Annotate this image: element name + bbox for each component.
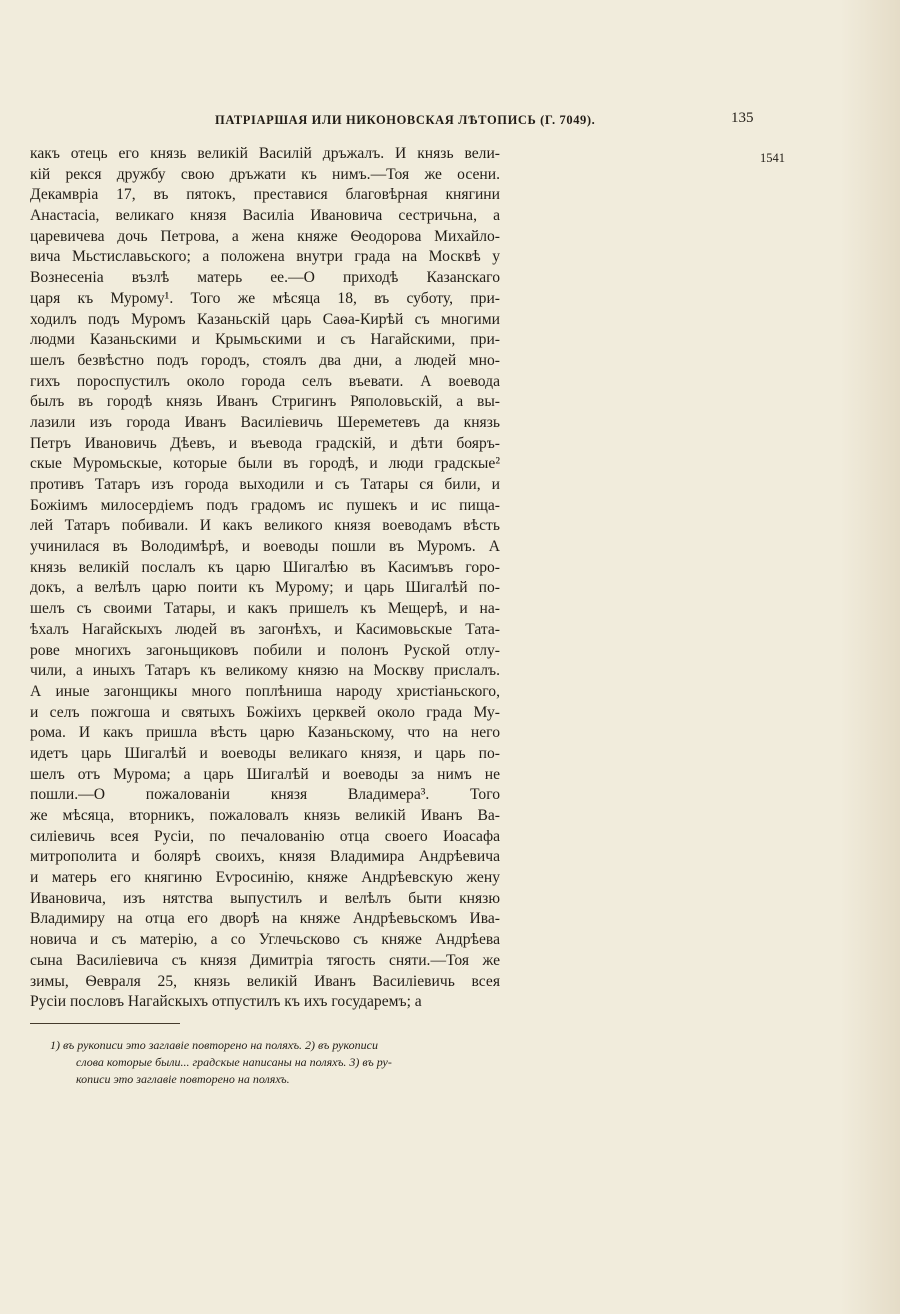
body-line: лазили изъ города Иванъ Василіевичь Шереметевъ да князь	[30, 413, 500, 431]
body-line: Ивановича, изъ нятства выпустилъ и велѣлъ быти князю	[30, 889, 500, 907]
body-line: А иные загонщикы много поплѣниша народу христіаньского,	[30, 682, 500, 700]
body-line: кій рекся дружбу свою дръжати къ нимъ.—Тоя же осени.	[30, 165, 500, 183]
body-line: былъ въ городѣ князь Иванъ Стригинъ Ряполовьскій, а вы-	[30, 393, 500, 411]
body-line: Петръ Ивановичь Дѣевъ, и въевода градскій, и дѣти бояръ-	[30, 434, 500, 452]
body-line: гихъ пороспустилъ около города селъ въевати. А воевода	[30, 372, 500, 390]
body-line: рове многихъ загоньщиковъ побили и полонъ Руской отлу-	[30, 641, 500, 659]
body-line: рома. И какъ пришла вѣсть царю Казаньскому, что на него	[30, 724, 500, 742]
body-line: сына Василіевича съ князя Димитріа тягость сняти.—Тоя же	[30, 951, 500, 969]
body-line: Русіи пословъ Нагайскыхъ отпустилъ къ ихъ государемъ; а	[30, 993, 422, 1011]
body-line: Владимиру на отца его дворѣ на княже Андрѣевьскомъ Ива-	[30, 910, 500, 928]
body-line: Декамвріа 17, въ пятокъ, преставися благовѣрная княгини	[30, 186, 500, 204]
body-line: учинилася въ Володимѣрѣ, и воеводы пошли въ Муромъ. А	[30, 538, 500, 556]
body-line: шелъ отъ Мурома; а царь Шигалѣй и воеводы за нимъ не	[30, 765, 500, 783]
body-line: и матерь его княгиню Еѵросинію, княже Андрѣевскую жену	[30, 869, 500, 887]
body-line: противъ Татаръ изъ города выходили и съ Татары ся били, и	[30, 476, 500, 493]
footnote-divider	[30, 1023, 180, 1024]
body-line: ѣхалъ Нагайскыхъ людей въ загонѣхъ, и Касимовьскые Тата-	[30, 620, 500, 638]
footnote-line: 1) въ рукописи это заглавіе повторено на поляхъ. 2) въ рукописи	[50, 1038, 378, 1052]
body-line: шелъ съ своими Татары, и какъ пришелъ къ Мещерѣ, и на-	[30, 600, 500, 618]
footnote-line: кописи это заглавіе повторено на поляхъ.	[76, 1072, 290, 1086]
body-line: Анастасіа, великаго князя Василіа Ивановича сестричьна, а	[30, 207, 500, 225]
page-edge-shading	[840, 0, 900, 1314]
body-line: силіевичь всея Русіи, по печалованію отца своего Иоасафа	[30, 827, 500, 845]
body-line: Божіимъ милосердіемъ подъ градомъ ис пушекъ и ис пища-	[30, 496, 500, 514]
body-line: царевичева дочь Петрова, а жена княже Ѳеодорова Михайло-	[30, 227, 500, 245]
body-line: людми Казаньскими и Крымьскими и съ Нагайскими, при-	[30, 331, 500, 349]
footnote-line: слова которые были... градскые написаны на поляхъ. 3) въ ру-	[76, 1055, 392, 1069]
body-line: ходилъ подъ Муромъ Казаньскій царь Саѳа-Кирѣй съ многими	[30, 310, 500, 328]
body-line: и селъ пожгоша и святыхъ Божіихъ церквей около града Му-	[30, 703, 500, 721]
body-line: зимы, Ѳевраля 25, князь великій Иванъ Василіевичь всея	[30, 972, 500, 990]
body-line: лей Татаръ побивали. И какъ великого князя воеводамъ вѣсть	[30, 517, 500, 535]
body-line: скые Муромьскые, которые были въ городѣ, и люди градскые²	[30, 455, 500, 473]
body-line: царя къ Мурому¹. Того же мѣсяца 18, въ суботу, при-	[30, 289, 500, 307]
body-line: идетъ царь Шигалѣй и воеводы великаго князя, и царь по-	[30, 744, 500, 762]
body-line: новича и съ матерію, а со Углечьсково съ княже Андрѣева	[30, 931, 500, 949]
body-text	[30, 144, 500, 1013]
body-line: же мѣсяца, вторникъ, пожаловалъ князь великій Иванъ Ва-	[30, 807, 500, 824]
body-line: какъ отець его князь великій Василій дръжалъ. И князь вели-	[30, 145, 500, 162]
body-line: вича Мьстиславьского; а положена внутри града на Москвѣ у	[30, 248, 500, 266]
footnotes	[50, 1037, 500, 1088]
body-line: докъ, а велѣлъ царю поити къ Мурому; и царь Шигалѣй по-	[30, 579, 500, 597]
body-line: князь великій послалъ къ царю Шигалѣю въ Касимъвъ горо-	[30, 558, 500, 576]
running-title: ПАТРІАРШАЯ ИЛИ НИКОНОВСКАЯ ЛѢТОПИСЬ (Г. 7049).	[215, 113, 596, 127]
body-line: пошли.—О пожалованіи князя Владимера³. Того	[30, 786, 500, 804]
body-line: Вознесеніа възлѣ матерь ее.—О приходѣ Казанскаго	[30, 269, 500, 287]
body-line: чили, а иныхъ Татаръ къ великому князю на Москву прислалъ.	[30, 662, 500, 680]
body-line: митрополита и болярѣ своихъ, князя Владимира Андрѣевича	[30, 848, 500, 866]
page-number: 135	[731, 110, 754, 126]
body-line: шелъ безвѣстно подъ городъ, стоялъ два дни, а людей мно-	[30, 351, 500, 369]
margin-year-note: 1541	[760, 151, 785, 165]
